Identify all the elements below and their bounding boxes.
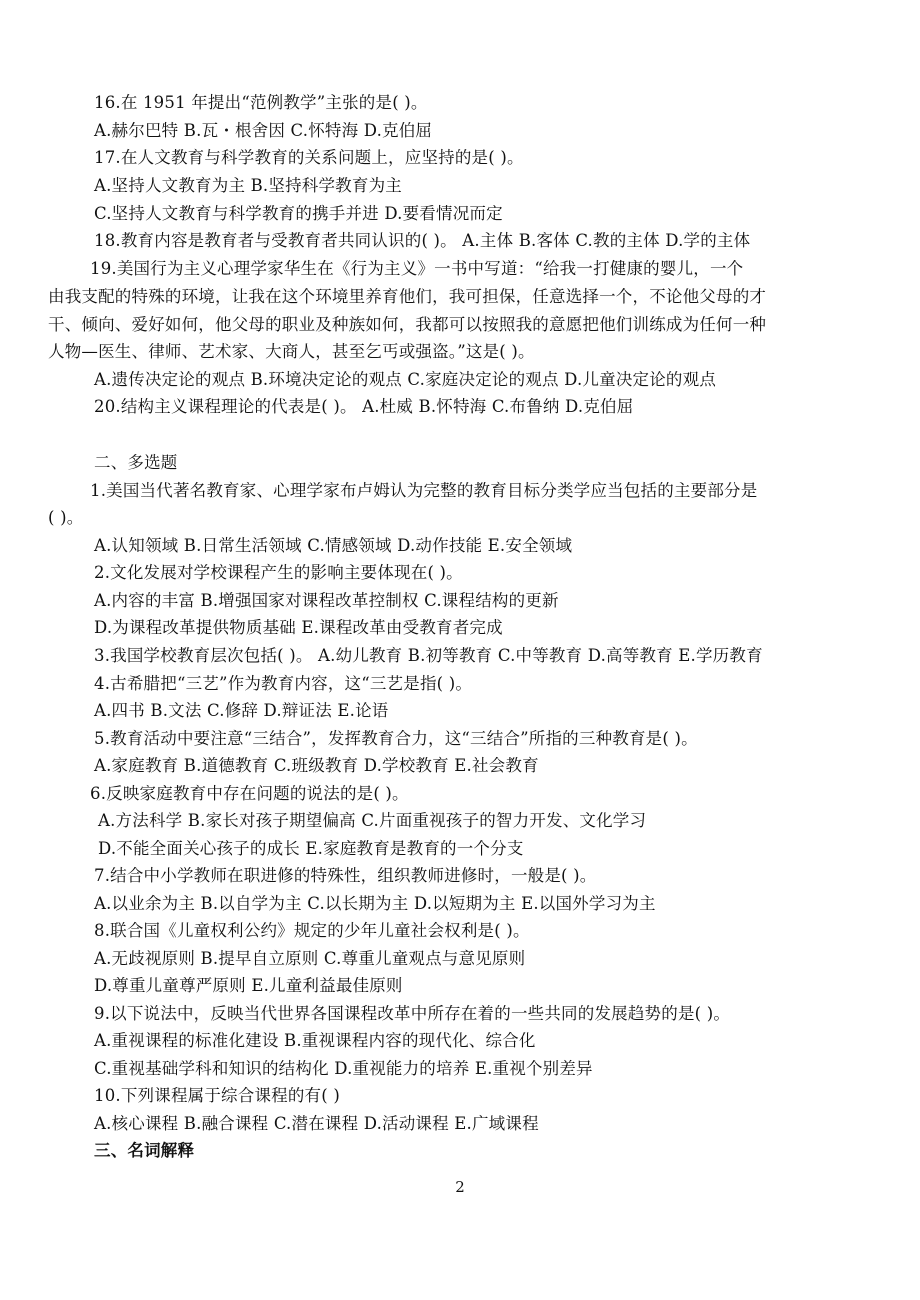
question-19-line-2: 由我支配的特殊的环境，让我在这个环境里养育他们，我可担保，任意选择一个，不论他父母的才 [48,287,767,306]
question-20: 20.结构主义课程理论的代表是( )。 A.杜威 B.怀特海 C.布鲁纳 D.克伯屈 [94,397,634,416]
mc-question-9-options-a-b: A.重视课程的标准化建设 B.重视课程内容的现代化、综合化 [94,1031,536,1050]
mc-question-1-line-2: ( )。 [48,508,84,527]
question-17-options-a-b: A.坚持人文教育为主 B.坚持科学教育为主 [94,176,402,195]
mc-question-10-options: A.核心课程 B.融合课程 C.潜在课程 D.活动课程 E.广域课程 [94,1114,539,1133]
question-16: 16.在 1951 年提出“范例教学”主张的是( )。 [94,93,428,112]
mc-question-8-options-d-e: D.尊重儿童尊严原则 E.儿童利益最佳原则 [94,976,403,995]
mc-question-9-options-c-e: C.重视基础学科和知识的结构化 D.重视能力的培养 E.重视个别差异 [94,1059,593,1078]
mc-question-6-options-d-e: D.不能全面关心孩子的成长 E.家庭教育是教育的一个分支 [98,839,524,858]
mc-question-1-options: A.认知领域 B.日常生活领域 C.情感领域 D.动作技能 E.安全领域 [94,536,573,555]
section-heading-term-definitions: 三、名词解释 [94,1141,195,1160]
mc-question-6: 6.反映家庭教育中存在问题的说法的是( )。 [90,784,409,803]
mc-question-5: 5.教育活动中要注意“三结合”，发挥教育合力，这“三结合”所指的三种教育是( )。 [94,729,698,748]
mc-question-8: 8.联合国《儿童权利公约》规定的少年儿童社会权利是( )。 [94,921,530,940]
page-number: 2 [455,1178,465,1196]
question-18: 18.教育内容是教育者与受教育者共同认识的( )。 A.主体 B.客体 C.教的主体 D.学的主体 [94,231,751,250]
mc-question-2-options-a-c: A.内容的丰富 B.增强国家对课程改革控制权 C.课程结构的更新 [94,591,559,610]
mc-question-7: 7.结合中小学教师在职进修的特殊性，组织教师进修时，一般是( )。 [94,866,597,885]
mc-question-10: 10.下列课程属于综合课程的有( ) [94,1086,340,1105]
mc-question-4: 4.古希腊把“三艺”作为教育内容，这“三艺是指( )。 [94,674,473,693]
mc-question-9: 9.以下说法中，反映当代世界各国课程改革中所存在着的一些共同的发展趋势的是( )。 [94,1004,731,1023]
question-19-line-3: 干、倾向、爱好如何，他父母的职业及种族如何，我都可以按照我的意愿把他们训练成为任何一种 [48,315,767,334]
mc-question-2-options-d-e: D.为课程改革提供物质基础 E.课程改革由受教育者完成 [94,618,503,637]
mc-question-1-line-1: 1.美国当代著名教育家、心理学家布卢姆认为完整的教育目标分类学应当包括的主要部分是 [90,481,758,500]
mc-question-3: 3.我国学校教育层次包括( )。 A.幼儿教育 B.初等教育 C.中等教育 D.高等教育 E.学历教育 [94,646,763,665]
question-16-options: A.赫尔巴特 B.瓦・根舍因 C.怀特海 D.克伯屈 [94,121,433,140]
mc-question-5-options: A.家庭教育 B.道德教育 C.班级教育 D.学校教育 E.社会教育 [94,756,539,775]
question-17-options-c-d: C.坚持人文教育与科学教育的携手并进 D.要看情况而定 [94,204,503,223]
mc-question-8-options-a-c: A.无歧视原则 B.提早自立原则 C.尊重儿童观点与意见原则 [94,949,526,968]
mc-question-2: 2.文化发展对学校课程产生的影响主要体现在( )。 [94,563,463,582]
question-19-options: A.遗传决定论的观点 B.环境决定论的观点 C.家庭决定论的观点 D.儿童决定论的观点 [94,370,717,389]
mc-question-7-options: A.以业余为主 B.以自学为主 C.以长期为主 D.以短期为主 E.以国外学习为主 [94,894,656,913]
mc-question-6-options-a-c: A.方法科学 B.家长对孩子期望偏高 C.片面重视孩子的智力开发、文化学习 [98,811,647,830]
question-19-line-4: 人物—医生、律师、艺术家、大商人，甚至乞丐或强盗。”这是( )。 [48,342,535,361]
section-heading-multiple-choice: 二、多选题 [94,453,178,472]
question-19-line-1: 19.美国行为主义心理学家华生在《行为主义》一书中写道：“给我一打健康的婴儿，一个 [90,259,744,278]
mc-question-4-options: A.四书 B.文法 C.修辞 D.辩证法 E.论语 [94,701,389,720]
question-17: 17.在人文教育与科学教育的关系问题上，应坚持的是( )。 [94,148,524,167]
